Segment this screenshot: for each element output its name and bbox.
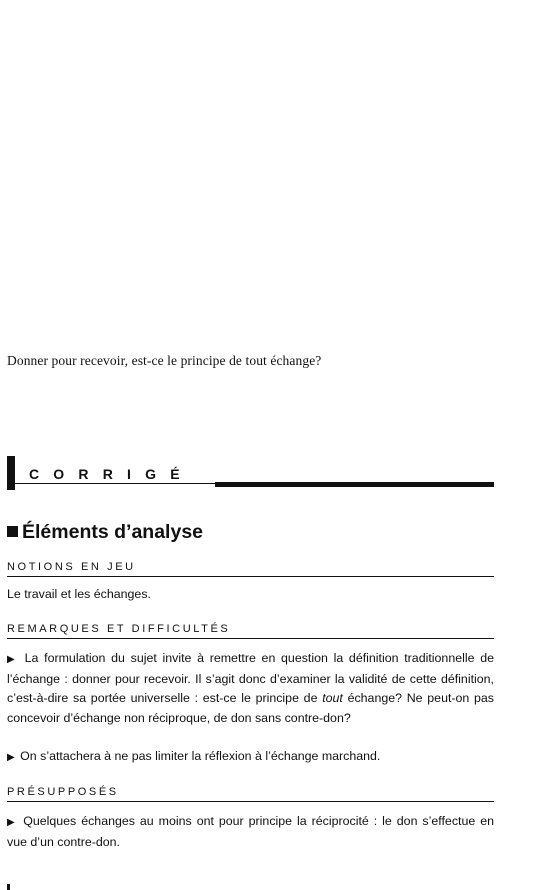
section-heading — [7, 521, 203, 544]
triangle-bullet-icon: ▶ — [7, 654, 17, 665]
presupposes-label: PRÉSUPPOSÉS — [7, 786, 494, 802]
remarques-paragraph-2: ▶ On s’attachera à ne pas limiter la réflexion à l’échange marchand. — [7, 749, 381, 763]
notions-text: Le travail et les échanges. — [7, 587, 151, 601]
corrige-header — [7, 456, 494, 492]
corrige-thin-rule — [15, 483, 223, 484]
notions-label: NOTIONS EN JEU — [7, 561, 494, 577]
corrige-marker-bar — [7, 456, 15, 490]
corrige-title: CORRIGÉ — [29, 466, 194, 482]
exam-question: Donner pour recevoir, est-ce le principe de tout échange? — [7, 353, 322, 368]
remarques-label: REMARQUES ET DIFFICULTÉS — [7, 623, 494, 639]
triangle-bullet-icon: ▶ — [7, 752, 15, 763]
triangle-bullet-icon: ▶ — [7, 817, 17, 828]
square-bullet-icon — [7, 526, 18, 537]
corrige-thick-rule — [215, 482, 494, 487]
presupposes-paragraph-1: ▶ Quelques échanges au moins ont pour principe la réciprocité : le don s’effectue en vue d’un contre-don. — [7, 814, 494, 849]
remarques-paragraph-1: ▶ La formulation du sujet invite à remettre en question la définition traditionnelle de l’échange : donner pour recevoir. Il s’agit donc d’examiner la validité de cette définition, c’est-à-dire sa portée universelle : est-ce le principe de tout échange? Ne peut-on pas concevoir d’échange non réciproque, de don sans contre-don? — [7, 651, 494, 725]
section-heading-text: Éléments d’analyse — [22, 521, 204, 543]
page-edge-mark — [7, 884, 10, 890]
